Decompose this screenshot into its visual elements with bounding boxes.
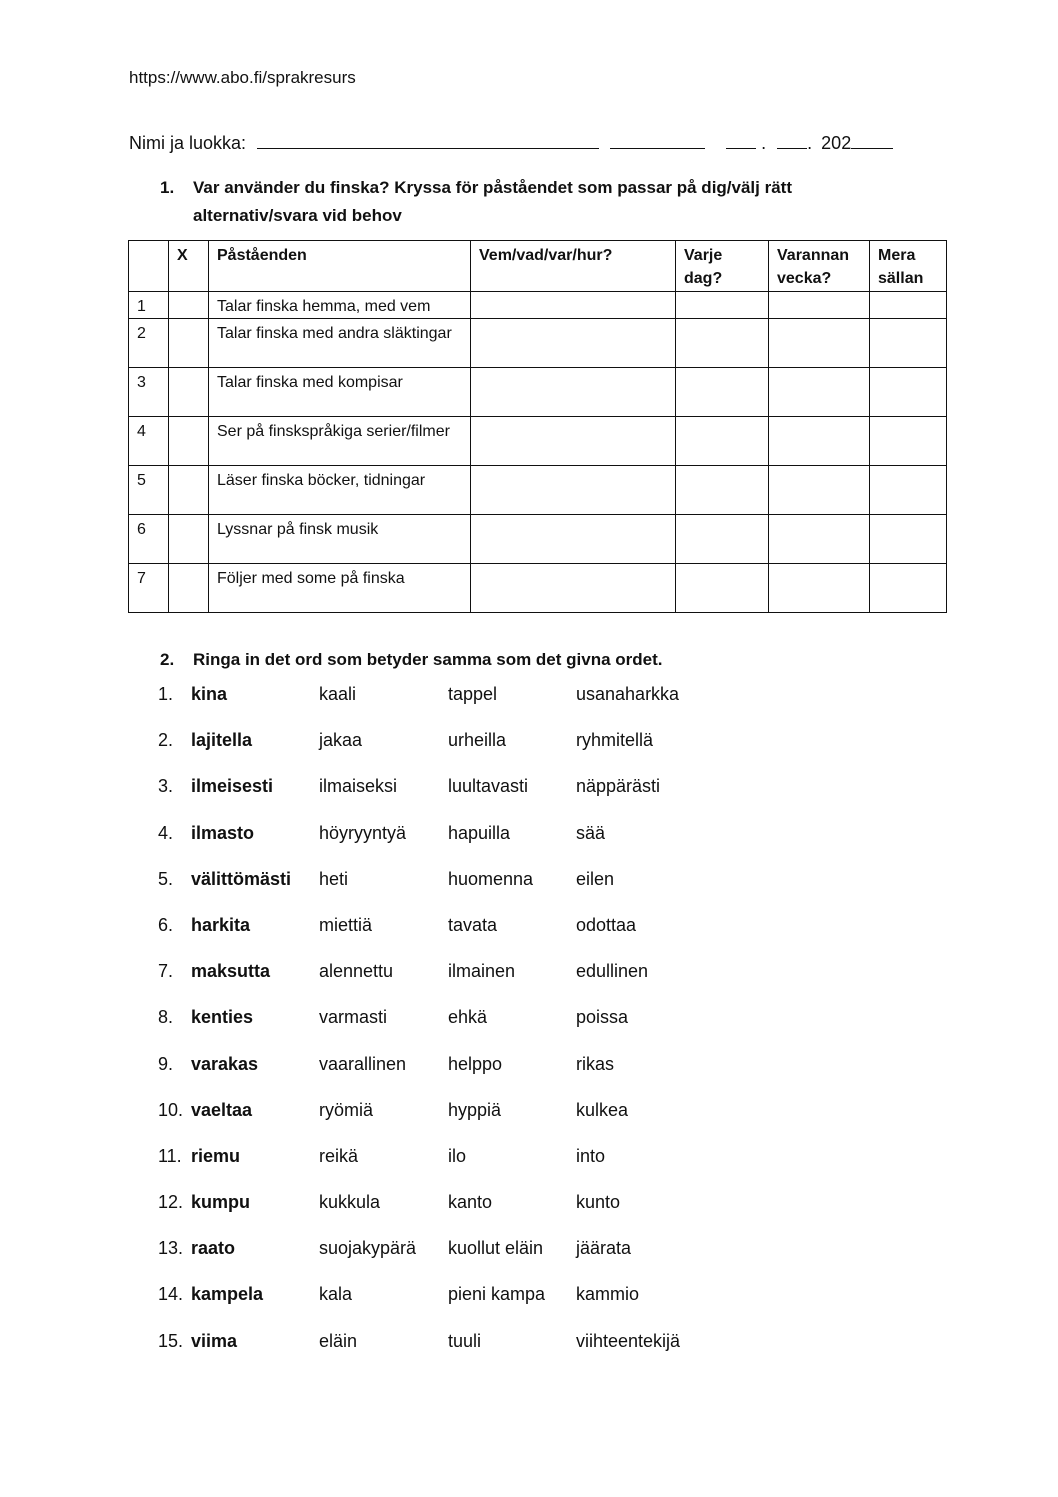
- option-word[interactable]: hyppiä: [448, 1099, 502, 1120]
- statement-cell: Talar finska hemma, med vem: [209, 292, 471, 319]
- rarely-cell[interactable]: [870, 292, 947, 319]
- target-word: kampela: [191, 1284, 264, 1305]
- option-word[interactable]: tappel: [448, 684, 498, 704]
- question-number: 1.: [160, 178, 175, 197]
- biweekly-cell[interactable]: [769, 292, 870, 319]
- word-item: [158, 1284, 758, 1330]
- rarely-cell[interactable]: [870, 564, 947, 613]
- item-number: 14.: [158, 1284, 184, 1305]
- date-separator: .: [807, 133, 813, 153]
- row-number: 7: [129, 564, 169, 613]
- item-number: 1.: [158, 684, 174, 704]
- option-word[interactable]: kunto: [576, 1192, 621, 1213]
- table-row: [129, 564, 947, 613]
- item-number: 4.: [158, 822, 174, 843]
- option-word[interactable]: kammio: [576, 1284, 640, 1305]
- target-word: ilmeisesti: [191, 776, 274, 797]
- item-number: 11.: [158, 1145, 182, 1166]
- answer-cell[interactable]: [471, 292, 676, 319]
- target-word: harkita: [191, 914, 251, 935]
- header-cell: Vem/vad/var/hur?: [471, 241, 676, 292]
- target-word: varakas: [191, 1053, 259, 1074]
- word-item: [158, 1054, 758, 1100]
- header-cell: Varje dag?: [676, 241, 769, 292]
- year-blank[interactable]: [851, 134, 893, 149]
- statement-cell: Följer med some på finska: [209, 564, 471, 613]
- word-item: [158, 869, 758, 915]
- check-cell[interactable]: [169, 292, 209, 319]
- option-word[interactable]: kala: [319, 1284, 353, 1305]
- answer-cell[interactable]: [471, 564, 676, 613]
- word-item: [158, 776, 758, 822]
- check-cell[interactable]: [169, 515, 209, 564]
- item-number: 12.: [158, 1192, 184, 1213]
- rarely-cell[interactable]: [870, 417, 947, 466]
- biweekly-cell[interactable]: [769, 319, 870, 368]
- statement-cell: Talar finska med kompisar: [209, 368, 471, 417]
- check-cell[interactable]: [169, 368, 209, 417]
- word-item: [158, 1238, 758, 1284]
- item-number: 9.: [158, 1053, 174, 1074]
- option-word[interactable]: kukkula: [319, 1192, 381, 1213]
- name-blank[interactable]: [257, 134, 599, 149]
- option-word[interactable]: kuollut eläin: [448, 1238, 544, 1259]
- option-word[interactable]: jäärata: [576, 1238, 632, 1259]
- option-word[interactable]: varmasti: [319, 1007, 388, 1028]
- header-cell: Varannan vecka?: [769, 241, 870, 292]
- target-word: kina: [191, 684, 228, 704]
- daily-cell[interactable]: [676, 515, 769, 564]
- option-word[interactable]: sää: [576, 822, 606, 843]
- check-cell[interactable]: [169, 564, 209, 613]
- row-number: 2: [129, 319, 169, 368]
- item-number: 5.: [158, 868, 174, 889]
- month-blank[interactable]: [777, 134, 807, 149]
- item-number: 13.: [158, 1238, 184, 1259]
- item-number: 8.: [158, 1007, 174, 1028]
- option-word[interactable]: odottaa: [576, 914, 637, 935]
- word-item: [158, 1146, 758, 1192]
- biweekly-cell[interactable]: [769, 564, 870, 613]
- option-word[interactable]: edullinen: [576, 961, 649, 982]
- header-cell: X: [169, 241, 209, 292]
- word-item: [158, 1192, 758, 1238]
- option-word[interactable]: eilen: [576, 868, 615, 889]
- word-item: [158, 961, 758, 1007]
- daily-cell[interactable]: [676, 417, 769, 466]
- option-word[interactable]: jakaa: [319, 730, 363, 751]
- item-number: 6.: [158, 914, 174, 935]
- option-word[interactable]: hapuilla: [448, 822, 511, 843]
- biweekly-cell[interactable]: [769, 515, 870, 564]
- option-word[interactable]: pieni kampa: [448, 1284, 546, 1305]
- option-word[interactable]: alennettu: [319, 961, 394, 982]
- daily-cell[interactable]: [676, 564, 769, 613]
- target-word: maksutta: [191, 961, 271, 982]
- option-word[interactable]: ehkä: [448, 1007, 488, 1028]
- table-row: [129, 515, 947, 564]
- target-word: riemu: [191, 1145, 241, 1166]
- target-word: kumpu: [191, 1192, 251, 1213]
- header-cell: [129, 241, 169, 292]
- table-row: [129, 292, 947, 319]
- option-word[interactable]: kaali: [319, 684, 357, 704]
- row-number: 4: [129, 417, 169, 466]
- option-word[interactable]: luultavasti: [448, 776, 529, 797]
- word-item: [158, 730, 758, 776]
- option-word[interactable]: reikä: [319, 1145, 359, 1166]
- option-word[interactable]: ilmaiseksi: [319, 776, 398, 797]
- item-number: 10.: [158, 1099, 184, 1120]
- target-word: viima: [191, 1330, 238, 1351]
- answer-cell[interactable]: [471, 515, 676, 564]
- word-item: [158, 915, 758, 961]
- option-word[interactable]: heti: [319, 868, 349, 889]
- word-item: [158, 1331, 758, 1377]
- target-word: vaeltaa: [191, 1099, 253, 1120]
- class-blank[interactable]: [610, 134, 705, 149]
- option-word[interactable]: ilmainen: [448, 961, 516, 982]
- biweekly-cell[interactable]: [769, 417, 870, 466]
- option-word[interactable]: ryömiä: [319, 1099, 374, 1120]
- statement-cell: Talar finska med andra släktingar: [209, 319, 471, 368]
- option-word[interactable]: usanaharkka: [576, 684, 680, 704]
- answer-cell[interactable]: [471, 417, 676, 466]
- check-cell[interactable]: [169, 319, 209, 368]
- option-word[interactable]: viihteentekijä: [576, 1330, 681, 1351]
- target-word: ilmasto: [191, 822, 255, 843]
- statement-cell: Lyssnar på finsk musik: [209, 515, 471, 564]
- option-word[interactable]: helppo: [448, 1053, 503, 1074]
- row-number: 1: [129, 292, 169, 319]
- row-number: 6: [129, 515, 169, 564]
- option-word[interactable]: suojakypärä: [319, 1238, 417, 1259]
- rarely-cell[interactable]: [870, 515, 947, 564]
- daily-cell[interactable]: [676, 319, 769, 368]
- synonym-word-list: [158, 684, 758, 1377]
- option-word[interactable]: tuuli: [448, 1330, 482, 1351]
- statement-cell: Läser finska böcker, tidningar: [209, 466, 471, 515]
- name-class-line: [129, 133, 893, 154]
- day-blank[interactable]: [726, 134, 756, 149]
- year-prefix: 202: [821, 133, 852, 153]
- table-row: [129, 368, 947, 417]
- option-word[interactable]: höyryyntyä: [319, 822, 407, 843]
- usage-survey-table: [128, 240, 947, 613]
- source-url: https://www.abo.fi/sprakresurs: [129, 68, 356, 87]
- table-row: [129, 466, 947, 515]
- option-word[interactable]: eläin: [319, 1330, 358, 1351]
- rarely-cell[interactable]: [870, 319, 947, 368]
- date-separator: .: [761, 133, 767, 153]
- rarely-cell[interactable]: [870, 466, 947, 515]
- item-number: 3.: [158, 776, 174, 797]
- option-word[interactable]: tavata: [448, 914, 498, 935]
- answer-cell[interactable]: [471, 466, 676, 515]
- name-label: Nimi ja luokka:: [129, 133, 247, 153]
- item-number: 15.: [158, 1330, 184, 1351]
- daily-cell[interactable]: [676, 292, 769, 319]
- option-word[interactable]: rikas: [576, 1053, 615, 1074]
- item-number: 7.: [158, 961, 174, 982]
- option-word[interactable]: vaarallinen: [319, 1053, 407, 1074]
- option-word[interactable]: urheilla: [448, 730, 507, 751]
- option-word[interactable]: näppärästi: [576, 776, 661, 797]
- check-cell[interactable]: [169, 417, 209, 466]
- header-cell: Påståenden: [209, 241, 471, 292]
- target-word: lajitella: [191, 730, 253, 751]
- biweekly-cell[interactable]: [769, 466, 870, 515]
- option-word[interactable]: into: [576, 1145, 606, 1166]
- option-word[interactable]: miettiä: [319, 914, 373, 935]
- target-word: kenties: [191, 1007, 254, 1028]
- item-number: 2.: [158, 730, 174, 751]
- biweekly-cell[interactable]: [769, 368, 870, 417]
- daily-cell[interactable]: [676, 368, 769, 417]
- question-text: Var använder du finska? Kryssa för påståendet som passar på dig/välj rätt alternativ/svara vid behov: [193, 178, 792, 225]
- answer-cell[interactable]: [471, 368, 676, 417]
- question-number: 2.: [160, 650, 175, 669]
- option-word[interactable]: poissa: [576, 1007, 629, 1028]
- table-header-row: [129, 241, 947, 292]
- target-word: raato: [191, 1238, 236, 1259]
- header-cell: Mera sällan: [870, 241, 947, 292]
- daily-cell[interactable]: [676, 466, 769, 515]
- option-word[interactable]: ilo: [448, 1145, 467, 1166]
- option-word[interactable]: kulkea: [576, 1099, 629, 1120]
- answer-cell[interactable]: [471, 319, 676, 368]
- word-item: [158, 823, 758, 869]
- word-item: [158, 1100, 758, 1146]
- statement-cell: Ser på finskspråkiga serier/filmer: [209, 417, 471, 466]
- option-word[interactable]: kanto: [448, 1192, 493, 1213]
- question-text: Ringa in det ord som betyder samma som det givna ordet.: [193, 650, 663, 669]
- row-number: 5: [129, 466, 169, 515]
- row-number: 3: [129, 368, 169, 417]
- option-word[interactable]: ryhmitellä: [576, 730, 654, 751]
- word-item: [158, 684, 758, 730]
- word-item: [158, 1007, 758, 1053]
- option-word[interactable]: huomenna: [448, 868, 534, 889]
- table-row: [129, 319, 947, 368]
- table-row: [129, 417, 947, 466]
- target-word: välittömästi: [191, 868, 292, 889]
- rarely-cell[interactable]: [870, 368, 947, 417]
- check-cell[interactable]: [169, 466, 209, 515]
